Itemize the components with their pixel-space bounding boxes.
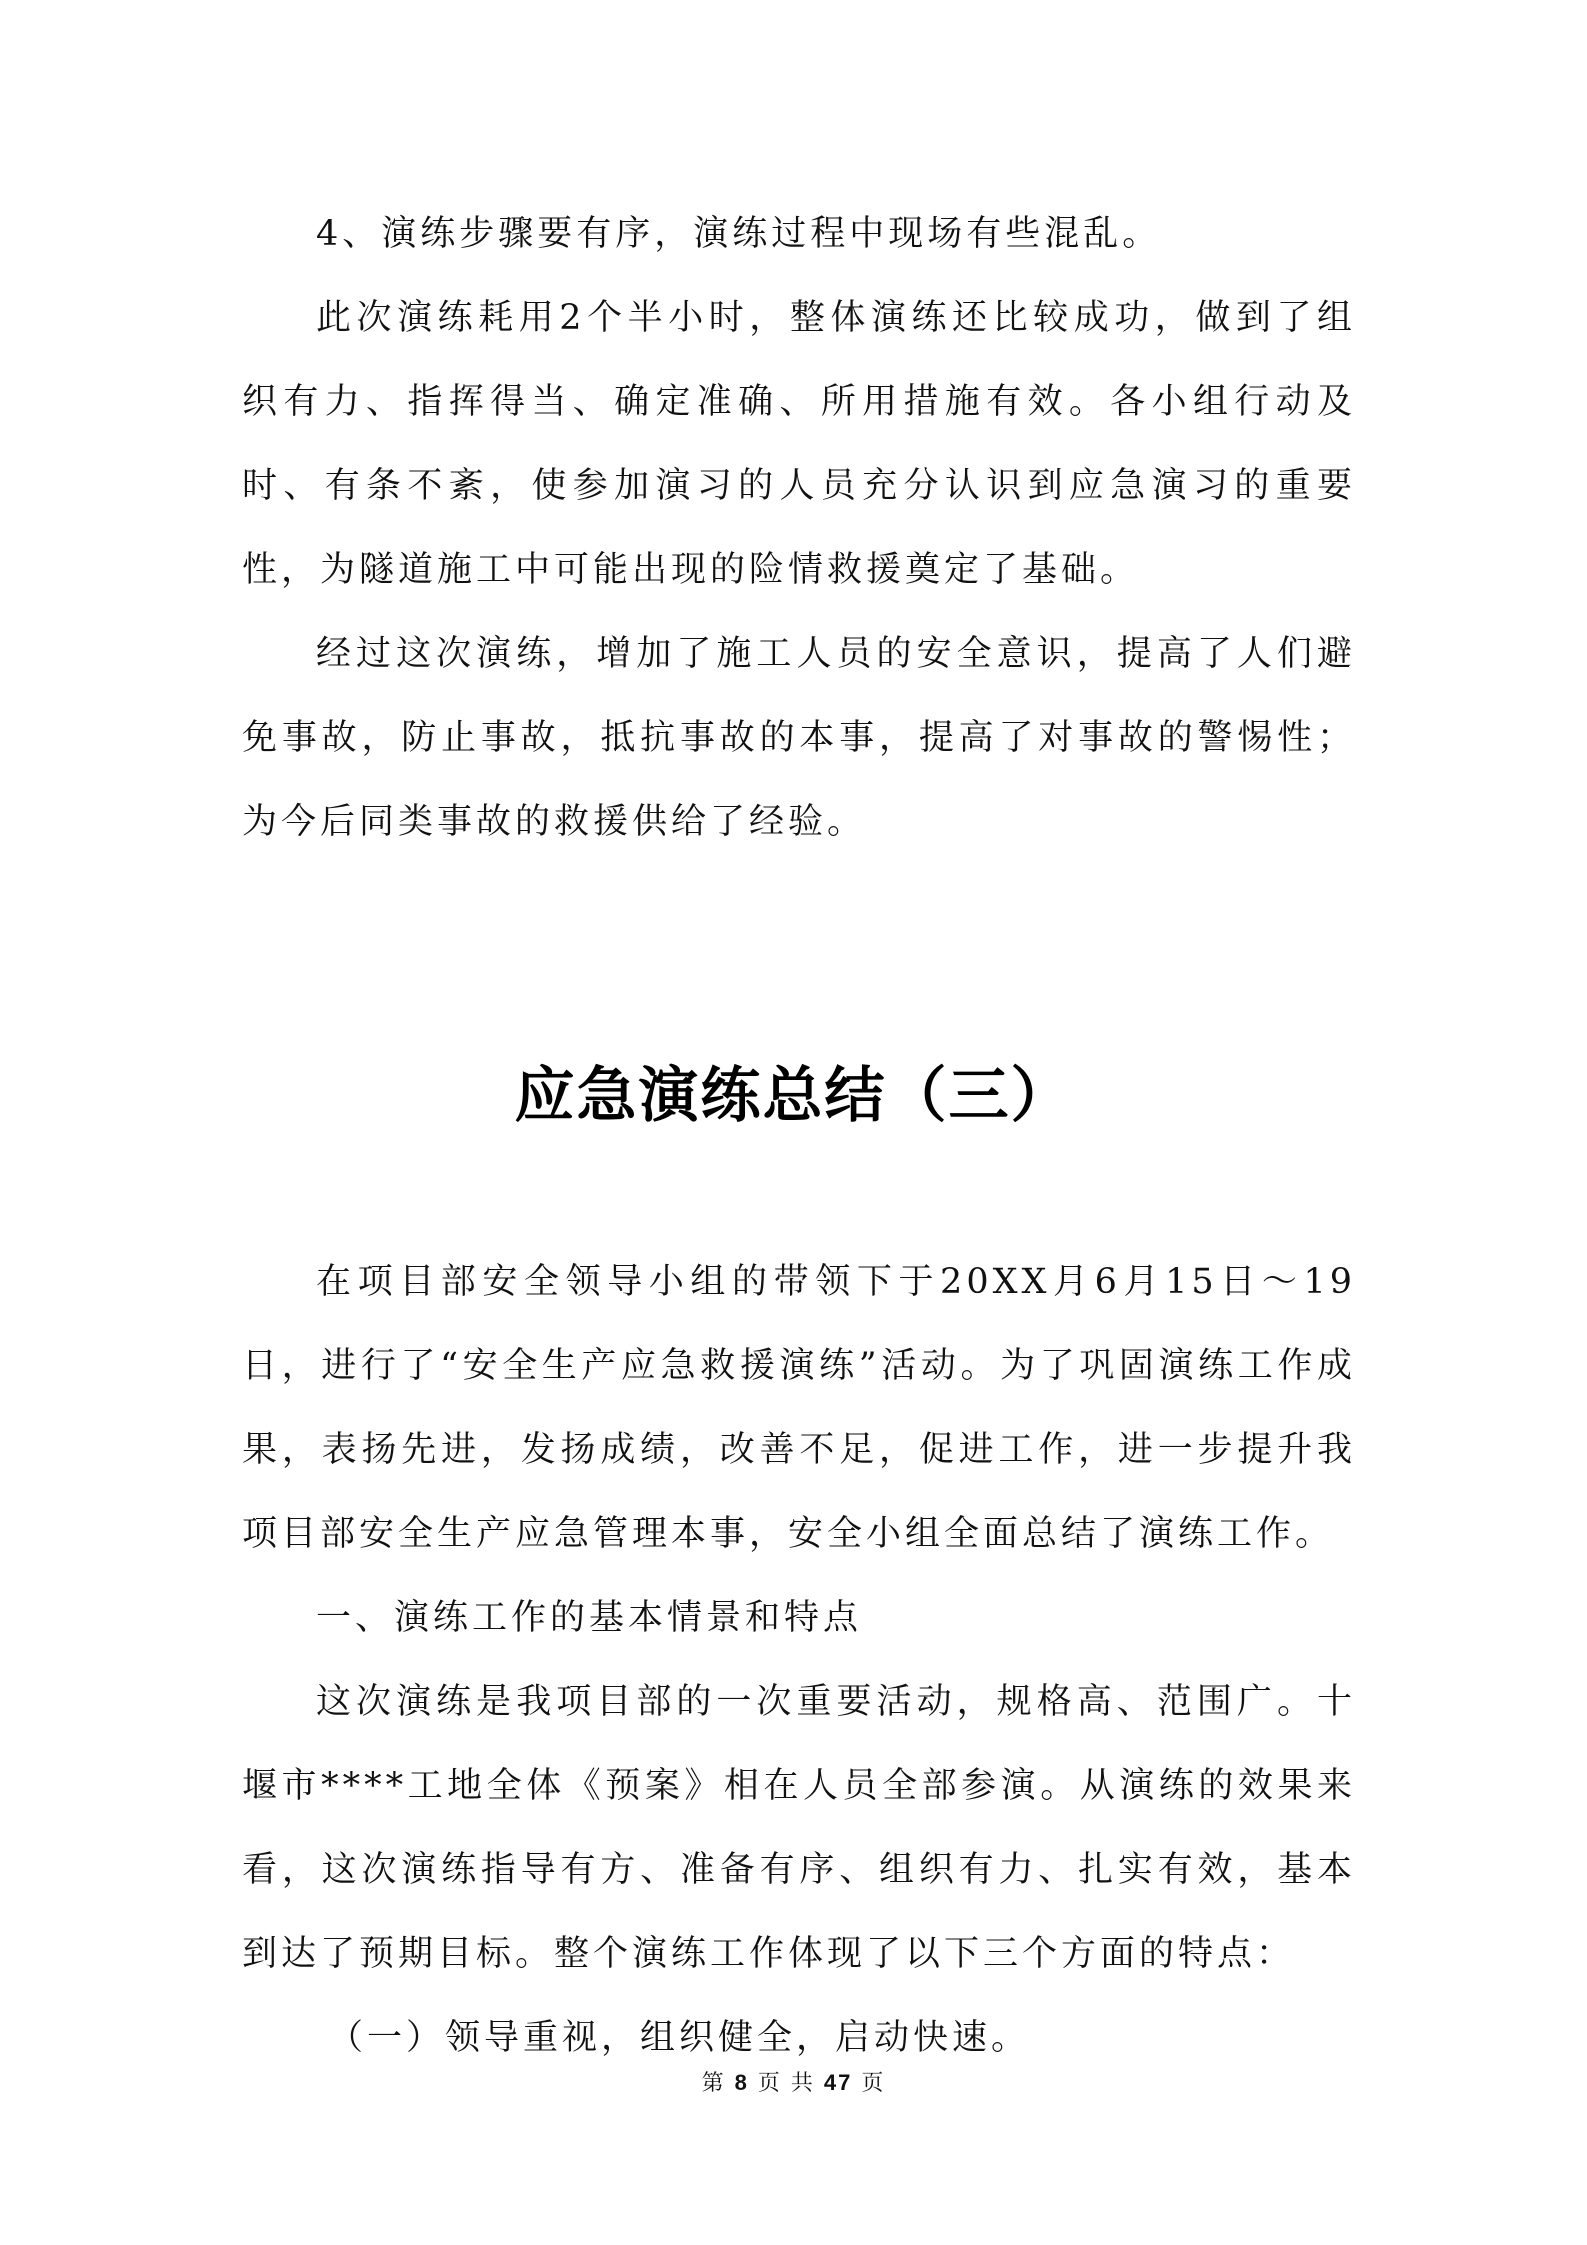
subheading-leadership: （一）领导重视，组织健全，启动快速。 xyxy=(328,2018,1031,2058)
page-footer xyxy=(0,2066,1587,2101)
footer-middle: 页 共 xyxy=(757,2071,815,2096)
paragraph-drill-outcome: 经过这次演练，增加了施工人员的安全意识，提高了人们避免事故，防止事故，抵抗事故的本事，提高了对事故的警惕性；为今后同类事故的救援供给了经验。 xyxy=(242,634,1356,842)
paragraph-drill-duration: 此次演练耗用2个半小时，整体演练还比较成功，做到了组织有力、指挥得当、确定准确、所用措施有效。各小组行动及时、有条不紊，使参加演习的人员充分认识到应急演习的重要性，为隧道施工中可能出现的险情救援奠定了基础。 xyxy=(242,298,1356,590)
heading-basic-situation: 一、演练工作的基本情景和特点 xyxy=(316,1598,863,1638)
paragraph-intro: 在项目部安全领导小组的带领下于20XX月6月15日～19日，进行了“安全生产应急救援演练”活动。为了巩固演练工作成果，表扬先进，发扬成绩，改善不足，促进工作，进一步提升我项目部安全生产应急管理本事，安全小组全面总结了演练工作。 xyxy=(242,1262,1356,1554)
section-title: 应急演练总结（三） xyxy=(514,1061,1073,1131)
paragraph-drill-features: 这次演练是我项目部的一次重要活动，规格高、范围广。十堰市****工地全体《预案》相在人员全部参演。从演练的效果来看，这次演练指导有方、准备有序、组织有力、扎实有效，基本到达了预期目标。整个演练工作体现了以下三个方面的特点： xyxy=(242,1682,1356,1974)
main-section xyxy=(242,1240,1356,2080)
footer-suffix: 页 xyxy=(861,2071,886,2096)
top-section xyxy=(242,192,1356,864)
footer-total-pages: 47 xyxy=(823,2070,853,2095)
paragraph-drill-steps: 4、演练步骤要有序，演练过程中现场有些混乱。 xyxy=(316,214,1162,254)
footer-page-number: 8 xyxy=(734,2070,749,2095)
footer-prefix: 第 xyxy=(701,2071,726,2096)
